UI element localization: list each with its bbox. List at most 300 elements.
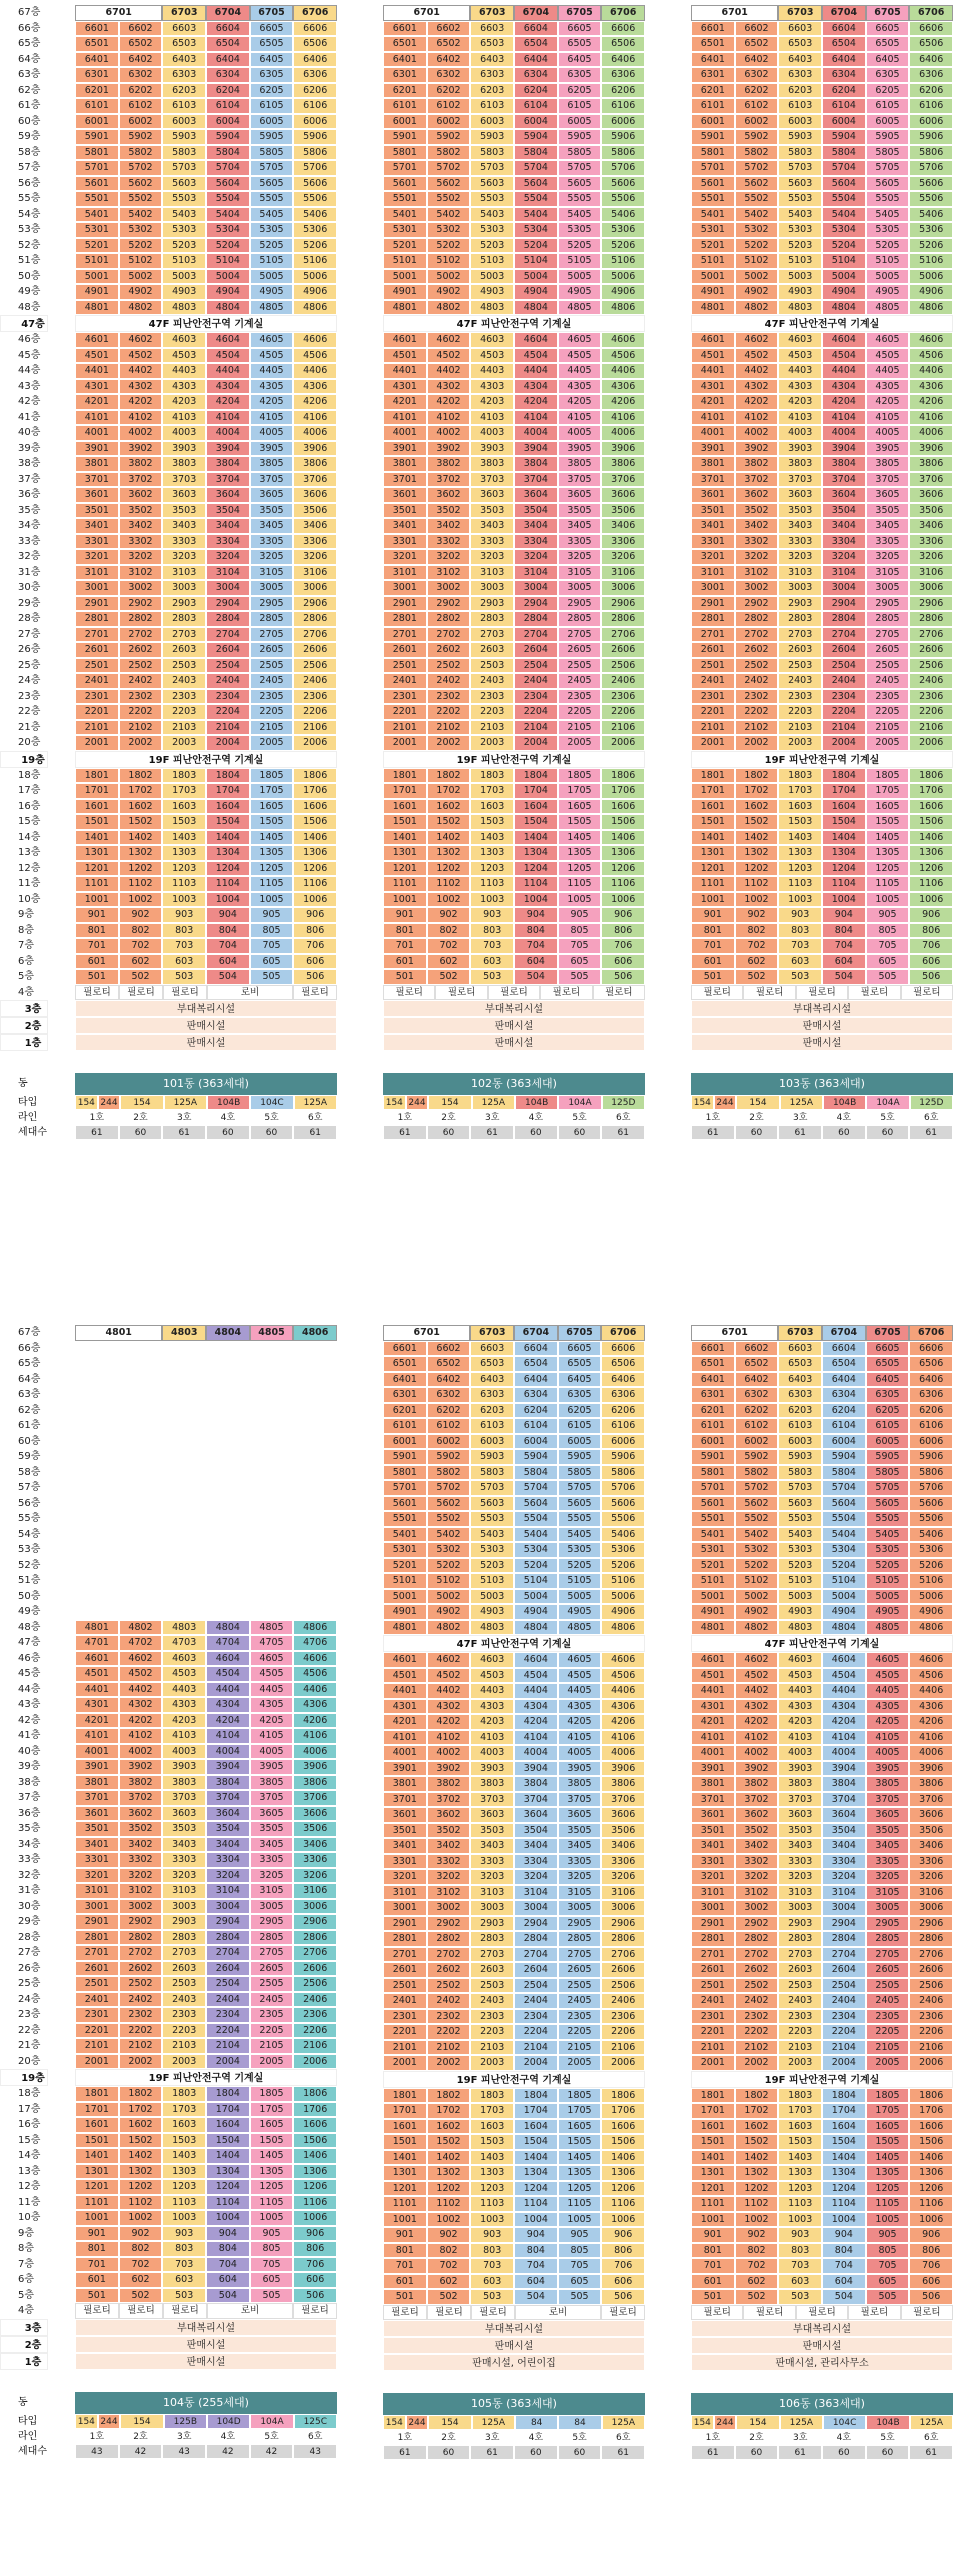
- unit-cell: 6001: [383, 1434, 427, 1450]
- unit-cell: 6502: [427, 36, 471, 52]
- facility-floor: 판매시설: [383, 1017, 645, 1034]
- unit-cell: 3604: [206, 487, 250, 503]
- unit-cell: 6304: [822, 1387, 866, 1403]
- unit-cell: 902: [119, 907, 163, 923]
- unit-cell: 1701: [383, 2103, 427, 2119]
- unit-cell: 1404: [822, 2150, 866, 2166]
- unit-cell: 5201: [691, 1558, 735, 1574]
- unit-cell: 5004: [822, 1589, 866, 1605]
- unit-row: [75, 783, 337, 799]
- unit-cell: 3904: [514, 441, 558, 457]
- unit-cell: 1703: [778, 783, 822, 799]
- unit-cell: 1002: [735, 2212, 779, 2228]
- floor-label: 12층: [18, 2181, 41, 2192]
- unit-cell: 2205: [866, 704, 910, 720]
- unit-cell: 1501: [691, 2134, 735, 2150]
- type-cell: 125D: [602, 1095, 645, 1110]
- unit-cell: 1806: [293, 768, 337, 784]
- households-cell: 60: [206, 1125, 250, 1140]
- type-cell: 154: [691, 2415, 714, 2430]
- unit-cell: 4006: [293, 425, 337, 441]
- unit-cell: 1401: [691, 2150, 735, 2166]
- blank-cell: [293, 1449, 337, 1465]
- unit-cell: 5004: [514, 269, 558, 285]
- unit-row: [691, 1699, 953, 1715]
- unit-row: [691, 1714, 953, 1730]
- blank-cell: [206, 1589, 250, 1605]
- unit-row: [75, 938, 337, 954]
- unit-cell: 6401: [383, 52, 427, 68]
- unit-cell: 2803: [162, 1930, 206, 1946]
- piloti-cell: 필로티: [743, 985, 795, 1001]
- unit-cell: 3904: [514, 1761, 558, 1777]
- blank-cell: [250, 1372, 294, 1388]
- unit-row: [691, 2243, 953, 2259]
- unit-cell: 5506: [909, 191, 953, 207]
- unit-row: [691, 1573, 953, 1589]
- unit-cell: 601: [691, 2274, 735, 2290]
- unit-row: [691, 2165, 953, 2181]
- unit-row: [383, 1465, 645, 1481]
- unit-cell: 4204: [822, 1714, 866, 1730]
- unit-cell: 4806: [909, 300, 953, 316]
- unit-cell: 3902: [735, 1761, 779, 1777]
- unit-cell: 6203: [470, 83, 514, 99]
- unit-row: [691, 1652, 953, 1668]
- unit-cell: 4303: [778, 379, 822, 395]
- unit-row: [691, 1869, 953, 1885]
- households-cell: 61: [293, 1125, 337, 1140]
- unit-cell: 3704: [822, 1792, 866, 1808]
- unit-cell: 4301: [75, 1697, 119, 1713]
- unit-cell: 3105: [558, 565, 602, 581]
- unit-cell: 701: [691, 938, 735, 954]
- unit-cell: 2702: [427, 627, 471, 643]
- unit-cell: 3501: [383, 1823, 427, 1839]
- unit-cell: 1306: [293, 845, 337, 861]
- unit-cell: 3203: [162, 549, 206, 565]
- unit-cell: 2003: [162, 2054, 206, 2070]
- unit-cell: 505: [558, 2289, 602, 2305]
- unit-row: [383, 67, 645, 83]
- floor-label: 59층: [18, 131, 41, 142]
- unit-row: [691, 611, 953, 627]
- unit-cell: 4303: [162, 1697, 206, 1713]
- unit-cell: 1706: [601, 2103, 645, 2119]
- info-label: 세대수: [18, 1127, 47, 1138]
- unit-cell: 4403: [778, 1683, 822, 1699]
- unit-cell: 1302: [427, 2165, 471, 2181]
- line-cell: 2호: [427, 1110, 471, 1125]
- unit-cell: 3406: [293, 518, 337, 534]
- unit-cell: 6304: [822, 67, 866, 83]
- unit-cell: 1605: [866, 2119, 910, 2135]
- unit-cell: 1403: [162, 2148, 206, 2164]
- unit-cell: 5202: [735, 238, 779, 254]
- unit-cell: 3905: [250, 1759, 294, 1775]
- unit-cell: 3101: [691, 1885, 735, 1901]
- unit-cell: 1106: [909, 876, 953, 892]
- unit-row: [75, 129, 337, 145]
- unit-cell: 2002: [735, 735, 779, 751]
- unit-cell: 3503: [778, 1823, 822, 1839]
- unit-cell: 1303: [470, 2165, 514, 2181]
- unit-row: [75, 1480, 337, 1496]
- unit-cell: 2801: [383, 1931, 427, 1947]
- unit-cell: 3304: [206, 534, 250, 550]
- blank-cell: [75, 1356, 119, 1372]
- line-cell: 5호: [558, 1110, 602, 1125]
- type-cell: 104C: [823, 2415, 866, 2430]
- unit-cell: 3405: [558, 518, 602, 534]
- unit-cell: 2303: [162, 2007, 206, 2023]
- unit-cell: 6401: [691, 52, 735, 68]
- info-label: 라인: [18, 2430, 38, 2442]
- unit-cell: 701: [75, 938, 119, 954]
- unit-row: [75, 2257, 337, 2273]
- unit-cell: 604: [822, 2274, 866, 2290]
- unit-cell: 1602: [119, 799, 163, 815]
- unit-cell: 3106: [293, 565, 337, 581]
- line-cell: 1호: [75, 1110, 119, 1125]
- unit-row: [691, 689, 953, 705]
- floor-label: 52층: [18, 1559, 41, 1571]
- unit-cell: 503: [470, 2289, 514, 2305]
- unit-cell: 3402: [735, 518, 779, 534]
- unit-row: [691, 673, 953, 689]
- unit-cell: 1705: [250, 2102, 294, 2118]
- unit-cell: 806: [601, 923, 645, 939]
- unit-cell: 3805: [866, 456, 910, 472]
- unit-cell: 2002: [735, 2055, 779, 2071]
- type-row: [691, 1095, 953, 1110]
- unit-row: [383, 534, 645, 550]
- unit-cell: 5804: [206, 145, 250, 161]
- unit-cell: 5905: [866, 129, 910, 145]
- mechanical-floor-band: 19F 피난안전구역 기계실: [691, 2071, 953, 2088]
- unit-cell: 1404: [514, 830, 558, 846]
- floor-label: 56층: [18, 1497, 41, 1509]
- piloti-row: [691, 985, 953, 1001]
- unit-row: [75, 2226, 337, 2242]
- unit-cell: 2902: [119, 1914, 163, 1930]
- unit-cell: 4202: [119, 1713, 163, 1729]
- unit-cell: 3404: [206, 518, 250, 534]
- facility-floor: 부대복리시설: [383, 2320, 645, 2337]
- unit-cell: 2703: [162, 1945, 206, 1961]
- unit-cell: 702: [427, 2258, 471, 2274]
- unit-cell: 5801: [383, 145, 427, 161]
- unit-row: [691, 456, 953, 472]
- unit-cell: 4802: [427, 1620, 471, 1636]
- unit-cell: 5502: [735, 191, 779, 207]
- unit-cell: 5505: [558, 191, 602, 207]
- unit-cell: 3006: [601, 1900, 645, 1916]
- unit-cell: 5906: [909, 1449, 953, 1465]
- unit-cell: 806: [601, 2243, 645, 2259]
- unit-cell: 2803: [778, 1931, 822, 1947]
- unit-cell: 4301: [383, 379, 427, 395]
- unit-row: [75, 67, 337, 83]
- type-row: [383, 2415, 645, 2430]
- households-cell: 61: [691, 1125, 735, 1140]
- households-cell: 60: [822, 1125, 866, 1140]
- unit-cell: 4603: [162, 332, 206, 348]
- unit-cell: 704: [206, 2257, 250, 2273]
- unit-cell: 1302: [735, 845, 779, 861]
- type-cell: 244: [714, 2415, 737, 2430]
- unit-cell: 6402: [427, 52, 471, 68]
- unit-cell: 4805: [250, 300, 294, 316]
- unit-cell: 4306: [909, 1699, 953, 1715]
- unit-row: [383, 938, 645, 954]
- unit-cell: 5102: [427, 1573, 471, 1589]
- unit-cell: 5003: [470, 1589, 514, 1605]
- unit-cell: 2006: [601, 2055, 645, 2071]
- unit-cell: 1406: [293, 830, 337, 846]
- type-row: [75, 1095, 337, 1110]
- unit-cell: 6206: [601, 83, 645, 99]
- unit-cell: 3603: [162, 487, 206, 503]
- unit-cell: 6703: [778, 1325, 822, 1341]
- unit-cell: 3204: [822, 549, 866, 565]
- floor-label: 52층: [18, 239, 41, 251]
- unit-cell: 3105: [866, 1885, 910, 1901]
- unit-row: [75, 52, 337, 68]
- blank-cell: [119, 1589, 163, 1605]
- unit-cell: 1003: [778, 2212, 822, 2228]
- unit-cell: 4401: [75, 1682, 119, 1698]
- unit-cell: 2805: [866, 1931, 910, 1947]
- unit-row: [691, 2289, 953, 2305]
- floor-label: 28층: [18, 1931, 41, 1943]
- unit-cell: 2306: [909, 689, 953, 705]
- households-row: [691, 2445, 953, 2460]
- unit-cell: 3505: [866, 503, 910, 519]
- unit-cell: 1602: [427, 799, 471, 815]
- unit-cell: 5203: [470, 238, 514, 254]
- unit-cell: 1102: [735, 2196, 779, 2212]
- floor-label: 18층: [18, 769, 41, 781]
- unit-cell: 2504: [206, 658, 250, 674]
- building-6-info: [691, 2393, 953, 2460]
- unit-cell: 3704: [514, 1792, 558, 1808]
- unit-cell: 5405: [250, 207, 294, 223]
- unit-row: [691, 2055, 953, 2071]
- unit-cell: 2405: [866, 673, 910, 689]
- unit-cell: 1004: [514, 892, 558, 908]
- type-cell: 154: [120, 1095, 163, 1110]
- unit-cell: 4803: [162, 1620, 206, 1636]
- blank-cell: [250, 1542, 294, 1558]
- floor-label: 8층: [18, 2243, 35, 2254]
- unit-cell: 4806: [601, 300, 645, 316]
- unit-cell: 4405: [558, 363, 602, 379]
- households-cell: 60: [822, 2445, 866, 2460]
- unit-cell: 2203: [162, 2023, 206, 2039]
- unit-cell: 3205: [866, 549, 910, 565]
- piloti-cell: 필로티: [848, 985, 900, 1001]
- unit-cell: 1806: [601, 768, 645, 784]
- unit-cell: 3402: [427, 518, 471, 534]
- unit-cell: 5706: [909, 160, 953, 176]
- mechanical-floor-band: 47F 피난안전구역 기계실: [691, 1635, 953, 1652]
- unit-cell: 1703: [162, 2102, 206, 2118]
- floor-label: 42층: [18, 396, 41, 407]
- building-name: 101동 (363세대): [75, 1073, 337, 1095]
- type-cell: 244: [714, 1095, 737, 1110]
- unit-cell: 603: [778, 2274, 822, 2290]
- unit-cell: 3404: [822, 1838, 866, 1854]
- floor-label: 24층: [18, 675, 41, 686]
- unit-cell: 2804: [206, 611, 250, 627]
- unit-row: [75, 472, 337, 488]
- unit-cell: 2004: [822, 2055, 866, 2071]
- unit-cell: 3001: [75, 580, 119, 596]
- unit-cell: 6306: [601, 1387, 645, 1403]
- unit-cell: 3804: [206, 456, 250, 472]
- blank-cell: [250, 1480, 294, 1496]
- piloti-cell: 필로티: [435, 985, 487, 1001]
- unit-row: [75, 503, 337, 519]
- unit-cell: 5705: [866, 1480, 910, 1496]
- unit-cell: 5803: [162, 145, 206, 161]
- unit-cell: 1605: [250, 799, 294, 815]
- unit-cell: 3405: [250, 1837, 294, 1853]
- unit-cell: 2104: [514, 720, 558, 736]
- unit-cell: 6503: [162, 36, 206, 52]
- unit-cell: 2703: [778, 1947, 822, 1963]
- unit-cell: 4504: [514, 348, 558, 364]
- unit-cell: 2003: [470, 735, 514, 751]
- blank-cell: [206, 1449, 250, 1465]
- top-floor-row: [383, 1325, 645, 1341]
- unit-row: [691, 67, 953, 83]
- blank-cell: [250, 1465, 294, 1481]
- unit-cell: 4002: [119, 425, 163, 441]
- line-row: [383, 2430, 645, 2445]
- building-name: 106동 (363세대): [691, 2393, 953, 2415]
- unit-cell: 1605: [866, 799, 910, 815]
- building-3-info: [691, 1073, 953, 1140]
- unit-row: [691, 1885, 953, 1901]
- blank-cell: [75, 1387, 119, 1403]
- unit-row: [383, 1885, 645, 1901]
- unit-cell: 3205: [250, 549, 294, 565]
- unit-cell: 1303: [162, 845, 206, 861]
- unit-cell: 1703: [778, 2103, 822, 2119]
- unit-cell: 2901: [383, 596, 427, 612]
- unit-row: [75, 1883, 337, 1899]
- households-cell: 61: [601, 2445, 645, 2460]
- unit-cell: 2201: [75, 2023, 119, 2039]
- unit-row: [75, 627, 337, 643]
- unit-cell: 2601: [383, 1962, 427, 1978]
- unit-cell: 1701: [691, 783, 735, 799]
- blank-cell: [250, 1403, 294, 1419]
- unit-cell: 605: [558, 2274, 602, 2290]
- unit-cell: 6403: [778, 52, 822, 68]
- unit-cell: 6601: [383, 1341, 427, 1357]
- unit-cell: 6306: [909, 67, 953, 83]
- unit-cell: 3002: [119, 580, 163, 596]
- unit-cell: 2601: [691, 1962, 735, 1978]
- unit-cell: 803: [470, 2243, 514, 2259]
- unit-cell: 6504: [514, 36, 558, 52]
- unit-cell: 4903: [470, 284, 514, 300]
- unit-cell: 3506: [601, 503, 645, 519]
- unit-cell: 3602: [735, 1807, 779, 1823]
- unit-cell: 4906: [601, 284, 645, 300]
- unit-cell: 4703: [162, 1635, 206, 1651]
- floor-label: 2층: [0, 2336, 48, 2353]
- unit-cell: 6704: [822, 1325, 866, 1341]
- unit-cell: 4606: [909, 1652, 953, 1668]
- unit-cell: 3003: [778, 580, 822, 596]
- unit-cell: 2904: [514, 1916, 558, 1932]
- unit-row: [75, 1713, 337, 1729]
- type-cell: 125A: [472, 1095, 515, 1110]
- unit-cell: 6705: [558, 1325, 602, 1341]
- households-cell: 42: [250, 2444, 294, 2459]
- unit-cell: 4306: [601, 379, 645, 395]
- unit-cell: 2205: [250, 704, 294, 720]
- unit-cell: 705: [250, 2257, 294, 2273]
- unit-cell: 4005: [558, 425, 602, 441]
- unit-cell: 3402: [119, 1837, 163, 1853]
- unit-cell: 2403: [162, 673, 206, 689]
- unit-cell: 6101: [383, 1418, 427, 1434]
- unit-cell: 5504: [206, 191, 250, 207]
- type-cell: 104A: [866, 1095, 909, 1110]
- unit-cell: 2901: [75, 1914, 119, 1930]
- unit-cell: 1004: [514, 2212, 558, 2228]
- unit-cell: 5805: [558, 1465, 602, 1481]
- unit-cell: 3406: [601, 518, 645, 534]
- unit-cell: 3606: [601, 487, 645, 503]
- unit-cell: 3202: [427, 549, 471, 565]
- unit-cell: 2704: [206, 1945, 250, 1961]
- unit-cell: 5005: [866, 1589, 910, 1605]
- unit-row: [691, 892, 953, 908]
- unit-cell: 3101: [75, 565, 119, 581]
- unit-cell: 2901: [691, 596, 735, 612]
- unit-cell: 3403: [778, 518, 822, 534]
- unit-cell: 3205: [558, 1869, 602, 1885]
- unit-cell: 1406: [909, 2150, 953, 2166]
- unit-row: [691, 253, 953, 269]
- unit-cell: 4504: [822, 1668, 866, 1684]
- line-cell: 6호: [601, 2430, 645, 2445]
- unit-cell: 2503: [778, 658, 822, 674]
- unit-cell: 5601: [383, 176, 427, 192]
- unit-cell: 3602: [119, 487, 163, 503]
- line-cell: 5호: [250, 1110, 294, 1125]
- blank-cell: [162, 1449, 206, 1465]
- unit-cell: 4604: [206, 332, 250, 348]
- unit-cell: 503: [778, 2289, 822, 2305]
- unit-cell: 6503: [470, 1356, 514, 1372]
- unit-cell: 702: [735, 938, 779, 954]
- unit-cell: 5702: [119, 160, 163, 176]
- unit-row: [383, 549, 645, 565]
- unit-cell: 2401: [383, 1993, 427, 2009]
- blank-cell: [293, 1480, 337, 1496]
- unit-cell: 1506: [601, 814, 645, 830]
- unit-cell: 2001: [383, 2055, 427, 2071]
- unit-cell: 3702: [119, 1790, 163, 1806]
- unit-cell: 6103: [470, 1418, 514, 1434]
